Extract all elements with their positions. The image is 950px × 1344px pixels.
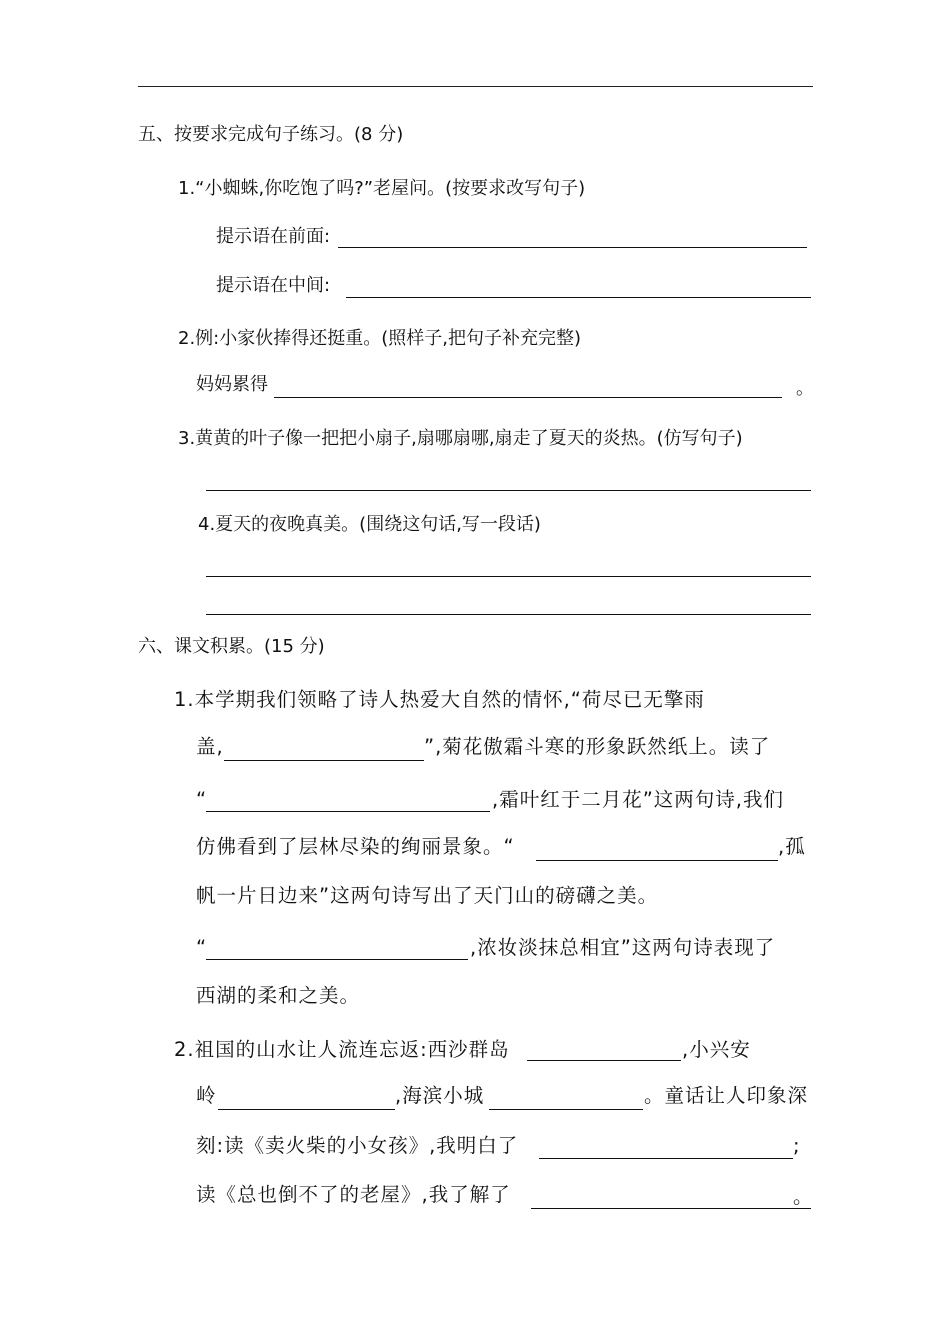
q1-front-answer-line[interactable]: [338, 247, 807, 248]
q2-end: 。: [796, 378, 814, 399]
s6q2-line2-c: 。童话让人印象深: [644, 1084, 809, 1107]
q3-prompt: 3.黄黄的叶子像一把把小扇子,扇哪扇哪,扇走了夏天的炎热。(仿写句子): [178, 428, 743, 449]
s6q2-line2-b: ,海滨小城: [395, 1084, 485, 1107]
s6q1-line3-b: ,霜叶红于二月花”这两句诗,我们: [492, 788, 784, 811]
s6q2-line3-b: ;: [793, 1134, 801, 1157]
q4-answer-line-2[interactable]: [206, 614, 811, 615]
s6q1-line2-a: 盖,: [196, 735, 224, 758]
s6q1-line1: 1.本学期我们领略了诗人热爱大自然的情怀,“荷尽已无擎雨: [174, 688, 705, 711]
q4-answer-line-1[interactable]: [206, 576, 811, 577]
s6q1-line2-b: ”,菊花傲霜斗寒的形象跃然纸上。读了: [424, 735, 771, 758]
section5-heading: 五、按要求完成句子练习。(8 分): [138, 124, 404, 145]
q1-prompt: 1.“小蜘蛛,你吃饱了吗?”老屋问。(按要求改写句子): [178, 178, 586, 199]
s6q1-line6-a: “: [196, 936, 208, 959]
s6q1-line4-b: ,孤: [778, 835, 806, 858]
q2-answer-line[interactable]: [274, 397, 782, 398]
s6q2-blank-2[interactable]: [218, 1109, 395, 1110]
section6-heading: 六、课文积累。(15 分): [138, 636, 325, 657]
s6q1-blank-2[interactable]: [206, 811, 490, 812]
q1-middle-answer-line[interactable]: [346, 297, 811, 298]
s6q1-line6-b: ,浓妆淡抹总相宜”这两句诗表现了: [470, 936, 776, 959]
s6q1-line5: 帆一片日边来”这两句诗写出了天门山的磅礴之美。: [196, 884, 659, 907]
s6q1-line3-a: “: [196, 788, 208, 811]
s6q2-line4-b: 。: [793, 1185, 814, 1208]
s6q2-line2-a: 岭: [196, 1084, 217, 1107]
q4-prompt: 4.夏天的夜晚真美。(围绕这句话,写一段话): [198, 514, 541, 535]
s6q2-line1-b: ,小兴安: [682, 1038, 751, 1061]
q2-start: 妈妈累得: [196, 374, 268, 395]
s6q2-line4-a: 读《总也倒不了的老屋》,我了解了: [196, 1183, 511, 1206]
s6q1-blank-1[interactable]: [224, 760, 424, 761]
s6q2-blank-1[interactable]: [527, 1060, 681, 1061]
s6q1-line7: 西湖的柔和之美。: [196, 984, 361, 1007]
s6q2-blank-3[interactable]: [489, 1109, 643, 1110]
s6q1-line4-a: 仿佛看到了层林尽染的绚丽景象。“: [196, 835, 515, 858]
top-rule: [138, 86, 813, 87]
s6q1-blank-4[interactable]: [206, 959, 468, 960]
q1-middle-label: 提示语在中间:: [216, 275, 331, 296]
s6q2-line3-a: 刻:读《卖火柴的小女孩》,我明白了: [196, 1134, 519, 1157]
q3-answer-line[interactable]: [206, 490, 811, 491]
q2-prompt: 2.例:小家伙捧得还挺重。(照样子,把句子补充完整): [178, 328, 582, 349]
s6q2-blank-4[interactable]: [539, 1158, 793, 1159]
s6q2-line1-a: 2.祖国的山水让人流连忘返:西沙群岛: [174, 1038, 510, 1061]
s6q2-blank-5[interactable]: [531, 1208, 811, 1209]
q1-front-label: 提示语在前面:: [216, 226, 331, 247]
s6q1-blank-3[interactable]: [536, 860, 778, 861]
